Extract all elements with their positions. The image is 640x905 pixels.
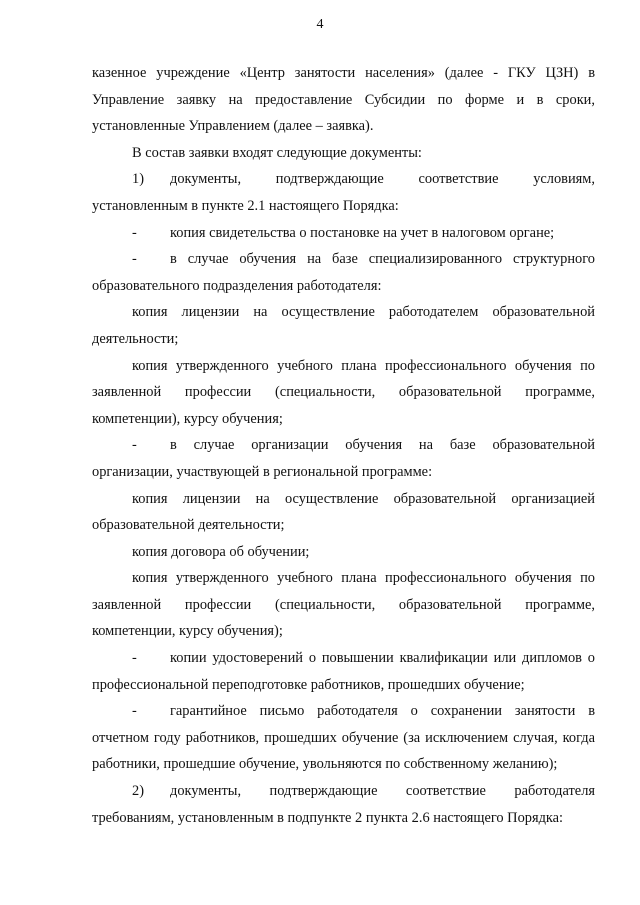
paragraph-organization-license: копия лицензии на осуществление образовательной организацией образовательной деятельности;: [92, 490, 595, 534]
paragraph-documents-heading: В состав заявки входят следующие документы:: [132, 144, 422, 161]
paragraph-organization-curriculum: копия утвержденного учебного плана профессионального обучения по заявленной профессии (специальности, образовательной программе, компетенции, курсу обучения);: [92, 570, 595, 640]
dash-item-organization-training: [92, 432, 595, 485]
paragraph-employer-license: копия лицензии на осуществление работодателем образовательной деятельности;: [92, 304, 595, 347]
item-text: гарантийное письмо работодателя о сохранении занятости в отчетном году работников, прошедших обучение (за исключением случая, когда работники, прошедшие обучение, увольняются по собственному желанию);: [92, 703, 595, 773]
dash-marker: -: [132, 650, 137, 667]
dash-item-certificates: [92, 645, 595, 698]
dash-marker: -: [132, 224, 137, 241]
item-marker: 2): [132, 783, 144, 800]
dash-item-tax-certificate: [92, 220, 595, 247]
dash-item-guarantee-letter: [92, 698, 595, 778]
paragraph-employer-curriculum: копия утвержденного учебного плана профессионального обучения по заявленной профессии (специальности, образовательной программе, компетенции), курсу обучения;: [92, 357, 595, 427]
item-text: в случае обучения на базе специализированного структурного образовательного подразделения работодателя:: [92, 251, 595, 294]
item-marker: 1): [132, 171, 144, 188]
dash-marker: -: [132, 703, 137, 720]
paragraph-intro: казенное учреждение «Центр занятости населения» (далее - ГКУ ЦЗН) в Управление заявку на предоставление Субсидии по форме и в сроки, установленные Управлением (далее – заявка).: [92, 65, 595, 135]
item-text: копия свидетельства о постановке на учет в налоговом органе;: [170, 224, 555, 241]
paragraph-training-contract: копия договора об обучении;: [132, 543, 310, 560]
item-text: документы, подтверждающие соответствие работодателя требованиям, установленным в подпункте 2 пункта 2.6 настоящего Порядка:: [92, 783, 595, 826]
numbered-item-1: [92, 166, 595, 219]
document-body: [92, 60, 595, 831]
dash-item-employer-training: [92, 246, 595, 299]
item-text: в случае организации обучения на базе образовательной организации, участвующей в региональной программе:: [92, 437, 595, 480]
dash-marker: -: [132, 251, 137, 268]
numbered-item-2: [92, 778, 595, 831]
item-text: документы, подтверждающие соответствие условиям, установленным в пункте 2.1 настоящего Порядка:: [92, 171, 595, 214]
item-text: копии удостоверений о повышении квалификации или дипломов о профессиональной переподготовке работников, прошедших обучение;: [92, 650, 595, 693]
page-number: 4: [316, 17, 324, 32]
dash-marker: -: [132, 437, 137, 454]
